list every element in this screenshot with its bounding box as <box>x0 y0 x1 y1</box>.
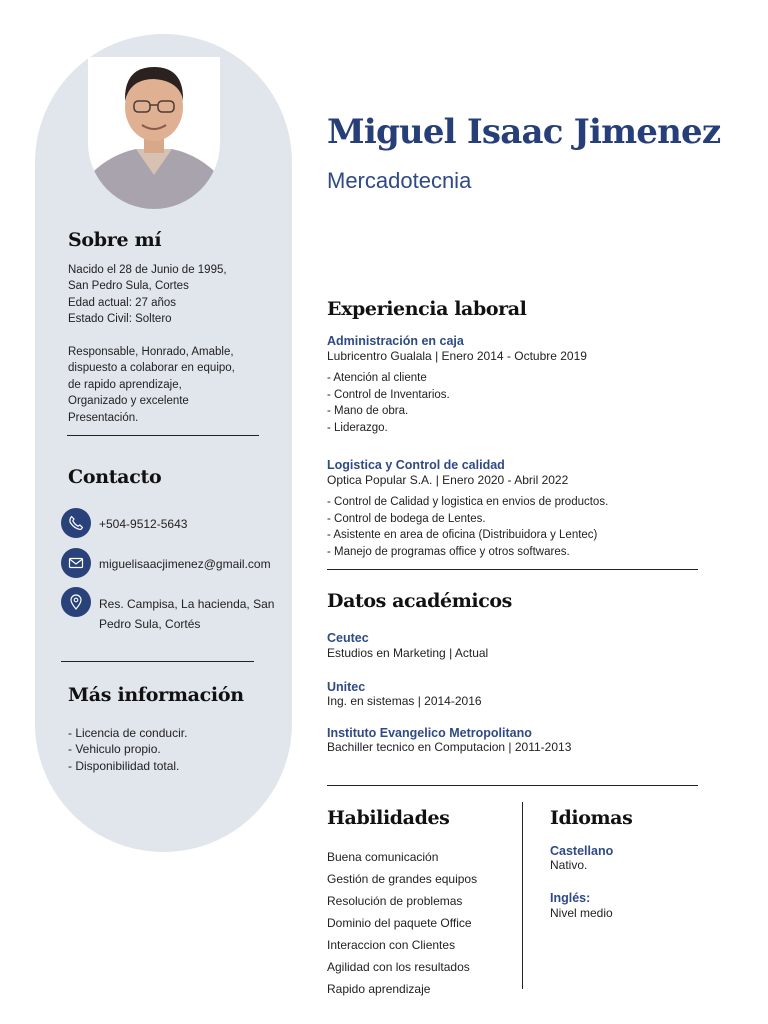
more-info-heading: Más información <box>68 684 244 706</box>
language-level: Nivel medio <box>550 906 613 920</box>
email-icon <box>61 548 91 578</box>
phone-icon <box>61 508 91 538</box>
job-tasks: - Atención al cliente - Control de Inventarios. - Mano de obra. - Liderazgo. <box>327 372 450 434</box>
list-item: Resolución de problemas <box>327 894 463 908</box>
about-heading: Sobre mí <box>68 229 162 251</box>
school-detail: Ing. en sistemas | 2014-2016 <box>327 694 482 708</box>
list-item: Dominio del paquete Office <box>327 916 472 930</box>
language-level: Nativo. <box>550 858 588 872</box>
divider <box>327 785 698 786</box>
contact-email[interactable]: miguelisaacjimenez@gmail.com <box>99 557 271 571</box>
job-role: Logistica y Control de calidad <box>327 458 505 472</box>
job-role: Administración en caja <box>327 334 464 348</box>
school-name: Unitec <box>327 680 366 694</box>
contact-heading: Contacto <box>68 466 162 488</box>
divider <box>61 661 254 662</box>
about-details: Nacido el 28 de Junio de 1995, San Pedro Sula, Cortes Edad actual: 27 años Estado Civil: Soltero <box>68 264 227 326</box>
school-detail: Estudios en Marketing | Actual <box>327 646 489 660</box>
experience-heading: Experiencia laboral <box>327 298 527 320</box>
job-place: Lubricentro Gualala | Enero 2014 - Octubre 2019 <box>327 349 587 363</box>
more-info-list: - Licencia de conducir. - Vehiculo propio. - Disponibilidad total. <box>68 726 188 773</box>
education-heading: Datos académicos <box>327 590 512 612</box>
school-name: Instituto Evangelico Metropolitano <box>327 726 532 740</box>
about-traits: Responsable, Honrado, Amable, dispuesto a colaborar en equipo, de rapido aprendizaje, Organizado y excelente Presentación. <box>68 346 235 424</box>
job-title: Mercadotecnia <box>327 168 472 193</box>
profile-photo <box>88 57 220 209</box>
list-item: Interaccion con Clientes <box>327 938 456 952</box>
divider <box>67 435 259 436</box>
school-detail: Bachiller tecnico en Computacion | 2011-2013 <box>327 740 572 754</box>
list-item: Gestión de grandes equipos <box>327 872 478 886</box>
column-divider <box>522 802 523 989</box>
skills-list <box>327 846 477 1000</box>
skills-heading: Habilidades <box>327 807 450 829</box>
job-tasks: - Control de Calidad y logistica en envios de productos. - Control de bodega de Lentes. - Asistente en area de oficina (Distribuidora y Lentec) - Manejo de programas office y otros softwares. <box>327 496 609 558</box>
language-name: Castellano <box>550 844 614 858</box>
list-item: Rapido aprendizaje <box>327 982 431 996</box>
list-item: Agilidad con los resultados <box>327 960 470 974</box>
job-place: Optica Popular S.A. | Enero 2020 - Abril 2022 <box>327 473 569 487</box>
divider <box>327 569 698 570</box>
contact-address: Res. Campisa, La hacienda, San Pedro Sula, Cortés <box>99 597 275 631</box>
language-name: Inglés: <box>550 891 591 905</box>
location-icon <box>61 587 91 617</box>
languages-heading: Idiomas <box>550 807 633 829</box>
person-name: Miguel Isaac Jimenez <box>327 112 721 152</box>
contact-phone[interactable]: +504-9512-5643 <box>99 517 188 531</box>
list-item: Buena comunicación <box>327 850 439 864</box>
school-name: Ceutec <box>327 631 369 645</box>
